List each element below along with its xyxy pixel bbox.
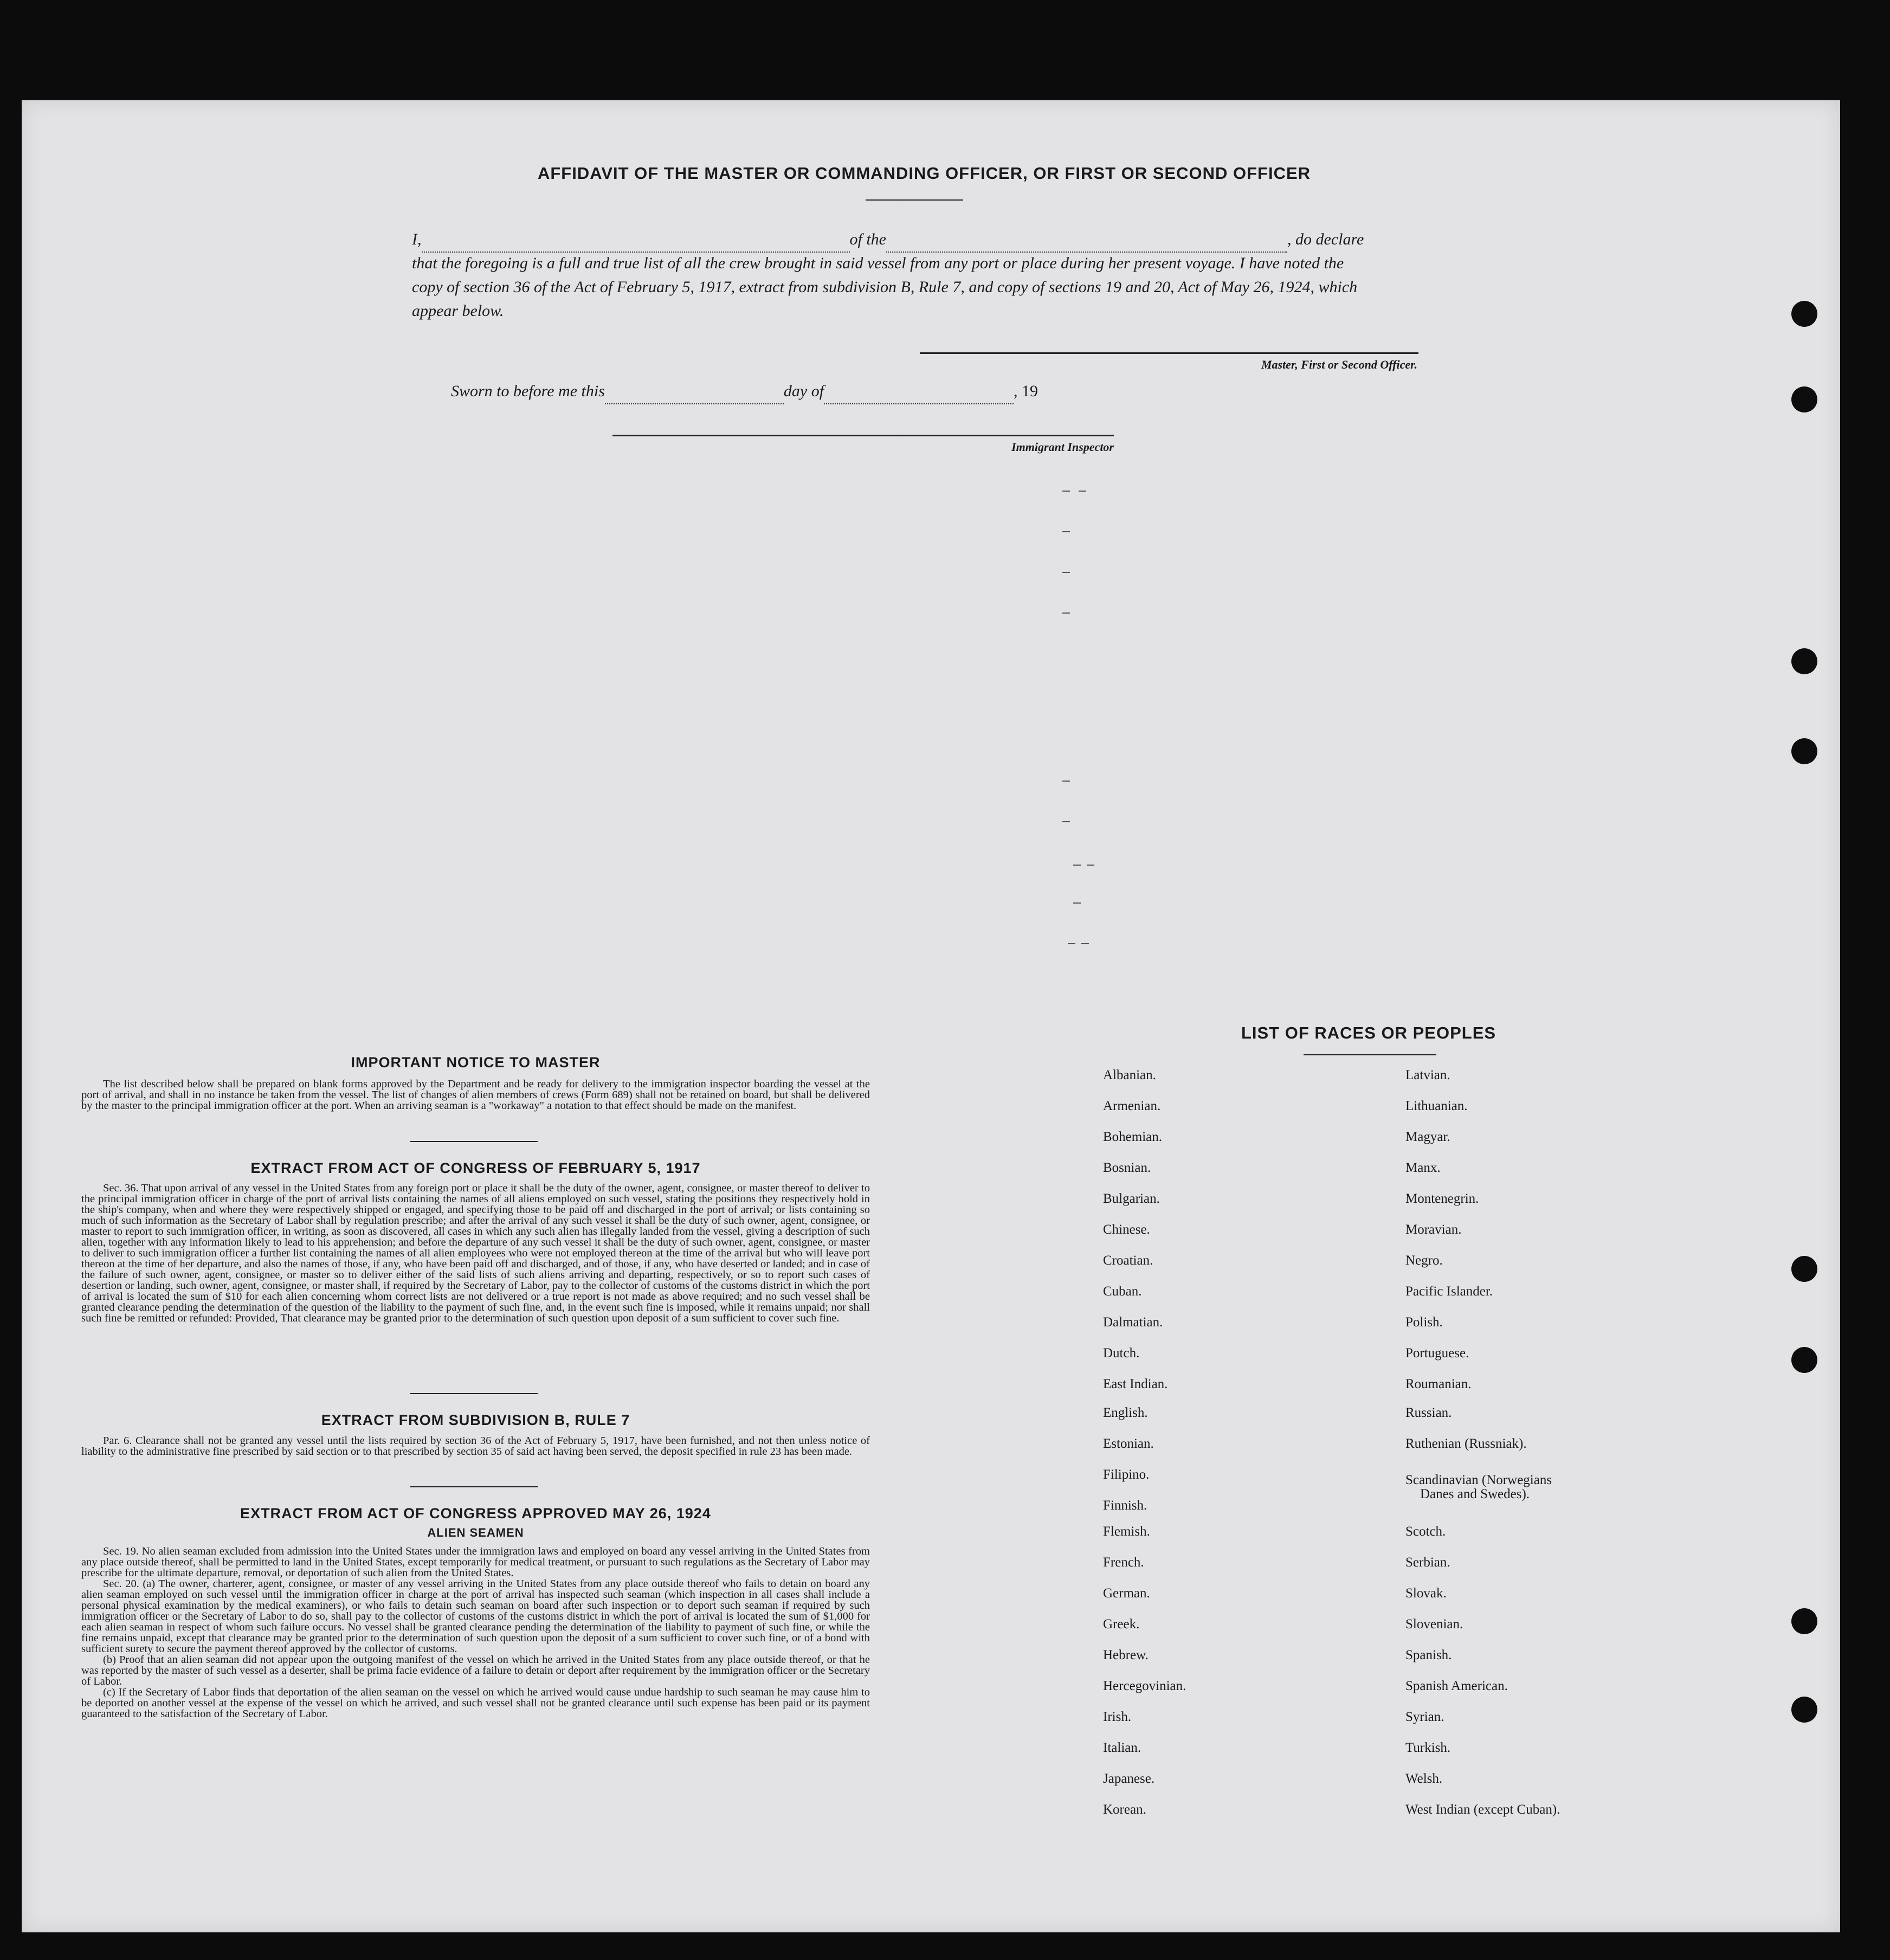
declaration-line-3: copy of section 36 of the Act of February 5, 1917, extract from subdivision B, Rule 7, and copy of sections 19 and 20, Act of May 26, 1924, which	[412, 278, 1358, 296]
scan-mark	[1062, 572, 1070, 573]
race-item: Welsh.	[1405, 1771, 1443, 1786]
divider	[410, 1393, 538, 1394]
scan-mark	[1073, 902, 1081, 904]
race-item: Slovak.	[1405, 1586, 1447, 1601]
divider	[410, 1486, 538, 1487]
race-item: Slovenian.	[1405, 1617, 1463, 1632]
affidavit-title: AFFIDAVIT OF THE MASTER OR COMMANDING OFFICER, OR FIRST OR SECOND OFFICER	[537, 164, 1311, 183]
race-item: Russian.	[1405, 1405, 1452, 1420]
section-20a-paragraph: Sec. 20. (a) The owner, charterer, agent, consignee, or master of any vessel arriving in the United States from any place outside thereof who fails to detain on board any alien seaman employed on such vessel until the immigration officer in charge at the port of arrival has inspected such seaman (which inspection in all cases shall include a personal physical examination by the medical examiners), or who fails to detain such seaman on board after such inspection or to deport such seaman if required by such immigration officer or the Secretary of Labor to do so, shall pay to the collector of customs of the customs district in which the port of arrival is located the sum of $1,000 for each alien seaman in respect of whom such failure occurs. No vessel shall be granted clearance pending the determination of the liability to payment of such fine, or while the fine remains unpaid, except that clearance may be granted prior to the determination of such question upon the deposit of a sum sufficient to cover such fine, or of a bond with sufficient surety to secure the payment thereof approved by the collector of customs.	[81, 1578, 870, 1655]
race-item: Japanese.	[1103, 1771, 1155, 1786]
scan-mark	[1068, 943, 1075, 944]
scan-mark	[1062, 821, 1070, 822]
vessel-name-field[interactable]	[886, 228, 1287, 253]
scan-mark	[1062, 781, 1070, 782]
race-item: Danes and Swedes).	[1420, 1487, 1530, 1501]
race-item: Albanian.	[1103, 1068, 1156, 1082]
race-item: West Indian (except Cuban).	[1405, 1802, 1560, 1817]
race-item: Italian.	[1103, 1740, 1141, 1755]
section-19-paragraph: Sec. 19. No alien seaman excluded from admission into the United States under the immigration laws and employed on board any vessel arriving in the United States from any place outside thereof, shall be permitted to land in the United States, except temporarily for medical treatment, or pursuant to such regulations as the Secretary of Labor may prescribe for the ultimate departure, removal, or deportation of such alien from the United States.	[81, 1545, 870, 1579]
race-item: Chinese.	[1103, 1222, 1150, 1237]
race-item: Dutch.	[1103, 1346, 1140, 1361]
race-item: Pacific Islander.	[1405, 1284, 1493, 1299]
notice-body: The list described below shall be prepared on blank forms approved by the Department and be ready for delivery to the immigration inspector boarding the vessel at the port of arrival, and shall in no instance be taken from the vessel. The list of changes of alien members of crews (Form 689) shall not be retained on board, but shall be delivered by the master to the principal immigration officer at the port. When an arriving seaman is a "workaway" a notation to that effect should be made on the manifest.	[81, 1078, 870, 1112]
race-item: Spanish.	[1405, 1648, 1452, 1662]
race-item: Bosnian.	[1103, 1160, 1151, 1175]
declaration-line-4: appear below.	[412, 302, 504, 320]
declaration-do-declare: , do declare	[1287, 230, 1364, 248]
race-item: Hebrew.	[1103, 1648, 1149, 1662]
race-item: German.	[1103, 1586, 1150, 1601]
race-item: Spanish American.	[1405, 1679, 1508, 1693]
race-item: Dalmatian.	[1103, 1315, 1163, 1330]
extract-1924-title: EXTRACT FROM ACT OF CONGRESS APPROVED MAY 26, 1924	[240, 1505, 711, 1521]
scan-mark	[1079, 491, 1086, 492]
declaration-of-the: of the	[849, 230, 886, 248]
scan-mark	[1087, 865, 1094, 866]
binder-hole	[1791, 1608, 1817, 1634]
race-item: Croatian.	[1103, 1253, 1153, 1268]
race-item: Magyar.	[1405, 1130, 1450, 1144]
race-item: Flemish.	[1103, 1524, 1150, 1539]
extract-1924-body	[81, 1546, 870, 1719]
scan-mark	[1073, 865, 1081, 866]
declaration-line-2: that the foregoing is a full and true list of all the crew brought in said vessel from any port or place during her present voyage. I have noted the	[412, 254, 1344, 272]
race-item: Bohemian.	[1103, 1130, 1163, 1144]
race-item: Montenegrin.	[1405, 1191, 1479, 1206]
race-item: Korean.	[1103, 1802, 1146, 1817]
race-item: East Indian.	[1103, 1377, 1168, 1391]
race-item: Latvian.	[1405, 1068, 1450, 1082]
race-item: Greek.	[1103, 1617, 1140, 1632]
officer-name-field[interactable]	[422, 228, 850, 253]
scan-mark	[1062, 531, 1070, 532]
declaration-line-1	[412, 228, 1420, 253]
race-item: Lithuanian.	[1405, 1099, 1468, 1113]
race-item: Finnish.	[1103, 1498, 1147, 1513]
binder-hole	[1791, 1347, 1817, 1373]
race-item: Cuban.	[1103, 1284, 1142, 1299]
race-item: Armenian.	[1103, 1099, 1161, 1113]
race-item: Hercegovinian.	[1103, 1679, 1186, 1693]
sworn-month-field[interactable]	[824, 379, 1014, 404]
sworn-day-field[interactable]	[605, 379, 784, 404]
race-item: Serbian.	[1405, 1555, 1450, 1570]
declaration-i: I,	[412, 230, 422, 248]
scan-mark	[1062, 612, 1070, 614]
sworn-day-of: day of	[783, 382, 824, 400]
race-item: Manx.	[1405, 1160, 1441, 1175]
extract-1924-subtitle: ALIEN SEAMEN	[427, 1526, 524, 1539]
extract-rule7-body: Par. 6. Clearance shall not be granted any vessel until the lists required by section 36 of the Act of February 5, 1917, have been furnished, and not then unless notice of liability to the administrative fine prescribed by said section or to that prescribed by section 35 of said act having been served, the deposit specified in rule 23 has been made.	[81, 1435, 870, 1458]
title-underline	[866, 199, 963, 201]
section-20c-paragraph: (c) If the Secretary of Labor finds that deportation of the alien seaman on the vessel on which he arrived would cause undue hardship to such seaman he may cause him to be deported on another vessel at the expense of the vessel on which he arrived, and such vessel shall not be granted clearance until such expense has been paid or its payment guaranteed to the satisfaction of the Secretary of Labor.	[81, 1686, 870, 1720]
races-title-underline	[1304, 1054, 1436, 1055]
race-item: Filipino.	[1103, 1467, 1150, 1482]
extract-1917-title: EXTRACT FROM ACT OF CONGRESS OF FEBRUARY 5, 1917	[250, 1160, 701, 1176]
sworn-line	[451, 379, 1101, 404]
race-item: Irish.	[1103, 1710, 1132, 1724]
sworn-year: , 19	[1014, 382, 1038, 400]
inspector-signature-line[interactable]	[612, 435, 1114, 436]
divider	[410, 1141, 538, 1142]
binder-hole	[1791, 1697, 1817, 1723]
binder-hole	[1791, 386, 1817, 412]
extract-rule7-title: EXTRACT FROM SUBDIVISION B, RULE 7	[321, 1412, 630, 1428]
race-item: Bulgarian.	[1103, 1191, 1160, 1206]
binder-hole	[1791, 1256, 1817, 1282]
race-item: Turkish.	[1405, 1740, 1451, 1755]
scan-mark	[1062, 491, 1070, 492]
binder-hole	[1791, 648, 1817, 674]
race-item: Polish.	[1405, 1315, 1443, 1330]
signature-line[interactable]	[920, 352, 1418, 354]
races-title: LIST OF RACES OR PEOPLES	[1241, 1023, 1496, 1042]
scan-mark	[1081, 943, 1089, 944]
race-item: Estonian.	[1103, 1436, 1154, 1451]
race-item: Moravian.	[1405, 1222, 1462, 1237]
race-item: Scandinavian (Norwegians	[1405, 1473, 1552, 1487]
race-item: Portuguese.	[1405, 1346, 1469, 1361]
binder-hole	[1791, 738, 1817, 764]
race-item: Syrian.	[1405, 1710, 1444, 1724]
race-item: Negro.	[1405, 1253, 1443, 1268]
race-item: Ruthenian (Russniak).	[1405, 1436, 1527, 1451]
section-20b-paragraph: (b) Proof that an alien seaman did not appear upon the outgoing manifest of the vessel on which he arrived in the United States from any place outside thereof, or that he was reported by the master of such vessel as a deserter, shall be prima facie evidence of a failure to detain or deport after requirement by the immigration officer or the Secretary of Labor.	[81, 1654, 870, 1687]
race-item: Scotch.	[1405, 1524, 1446, 1539]
binder-hole	[1791, 301, 1817, 327]
race-item: French.	[1103, 1555, 1144, 1570]
extract-1917-body: Sec. 36. That upon arrival of any vessel in the United States from any foreign port or place it shall be the duty of the owner, agent, consignee, or master thereof to deliver to the principal immigration officer in charge of the port of arrival lists containing the names of all aliens employed on such vessel, stating the positions they respectively hold in the ship's company, when and where they were respectively shipped or engaged, and specifying those to be paid off and discharged in the port of arrival; or lists containing so much of such information as the Secretary of Labor shall by regulation prescribe; and after the arrival of any such vessel it shall be the duty of such owner, agent, consignee, or master to report to such immigration officer, in writing, as soon as discovered, all cases in which any such alien has illegally landed from the vessel, giving a description of such alien, together with any information likely to lead to his apprehension; and before the departure of any such vessel it shall be the duty of such owner, agent, consignee, or master to deliver to such immigration officer a further list containing the names of all alien employees who were not employed thereon at the time of the arrival but who will leave port thereon at the time of her departure, and also the names of those, if any, who have been paid off and discharged, and of those, if any, who have deserted or landed; and in case of the failure of such owner, agent, consignee, or master so to deliver either of the said lists of such aliens arriving and departing, respectively, or so to report such cases of desertion or landing, such owner, agent, consignee, or master shall, if required by the Secretary of Labor, pay to the collector of customs of the customs district in which the port of arrival is located the sum of $10 for each alien concerning whom correct lists are not delivered or a true report is not made as above required; and no such vessel shall be granted clearance pending the determination of the question of the liability to the payment of such fine, and, in the event such fine is imposed, while it remains unpaid; nor shall such fine be remitted or refunded: Provided, That clearance may be granted prior to the determination of such question upon deposit of a sum sufficient to cover such fine.	[81, 1182, 870, 1324]
race-item: English.	[1103, 1405, 1148, 1420]
notice-title: IMPORTANT NOTICE TO MASTER	[351, 1054, 601, 1071]
signature-label: Master, First or Second Officer.	[1261, 358, 1417, 371]
sworn-text: Sworn to before me this	[451, 382, 605, 400]
inspector-label: Immigrant Inspector	[1011, 440, 1114, 454]
race-item: Roumanian.	[1405, 1377, 1472, 1391]
